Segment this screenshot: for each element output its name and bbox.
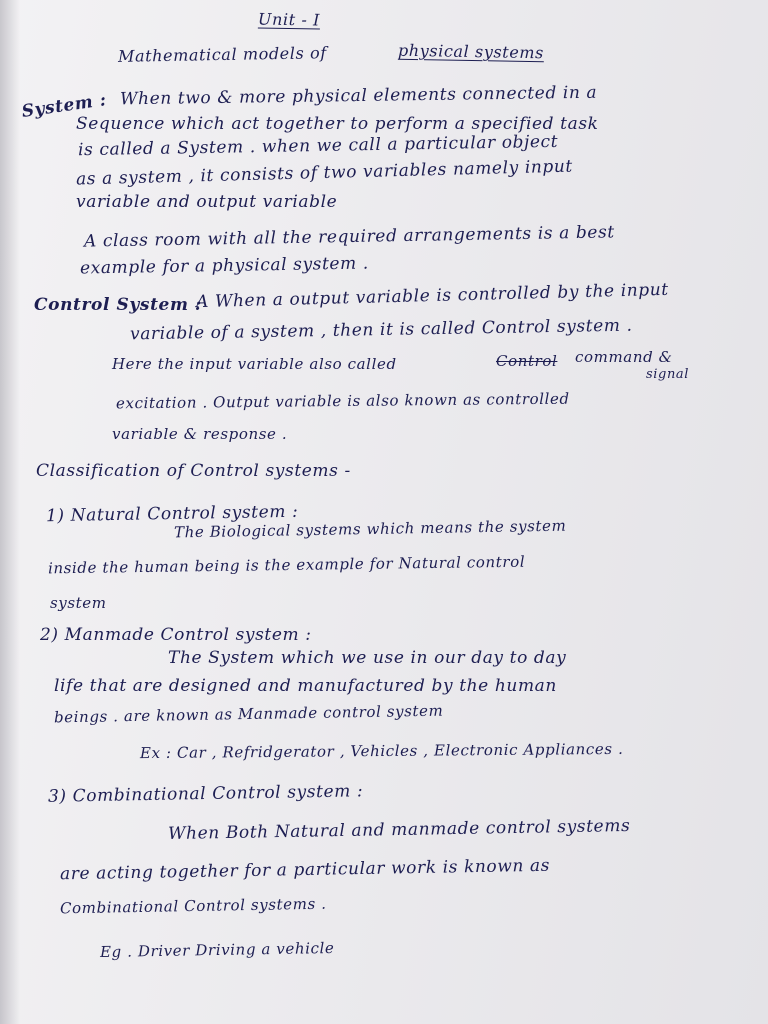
manmade-line-2: life that are designed and manufactured by the human — [54, 676, 557, 696]
manmade-example: Ex : Car , Refridgerator , Vehicles , Electronic Appliances . — [139, 739, 624, 763]
manmade-line-3: beings . are known as Manmade control system — [53, 701, 444, 727]
system-line-1: When two & more physical elements connected in a — [119, 82, 598, 110]
classification-title: Classification of Control systems - — [36, 461, 351, 481]
system-example-1: A class room with all the required arrangements is a best — [83, 222, 615, 252]
title-part-b: physical systems — [397, 40, 545, 63]
system-line-3: is called a System . when we call a particular object — [77, 131, 559, 161]
combinational-line-2: are acting together for a particular work is known as — [59, 855, 551, 885]
system-line-5: variable and output variable — [76, 192, 338, 212]
combinational-line-1: When Both Natural and manmade control systems — [167, 815, 631, 845]
page-edge-shadow — [0, 0, 20, 1024]
control-line-4: excitation . Output variable is also known as controlled — [115, 389, 570, 413]
natural-label: 1) Natural Control system : — [45, 501, 299, 527]
control-line-3c: command & — [575, 348, 673, 366]
title-part-a: Mathematical models of — [117, 43, 327, 66]
manmade-line-1: The System which we use in our day to day — [168, 648, 567, 668]
combinational-label: 3) Combinational Control system : — [47, 781, 364, 807]
control-line-1: A When a output variable is controlled by the input — [195, 279, 669, 313]
system-example-2: example for a physical system . — [79, 253, 370, 279]
combinational-line-3: Combinational Control systems . — [59, 894, 327, 918]
control-line-3a: Here the input variable also called — [112, 355, 397, 373]
system-line-2: Sequence which act together to perform a specified task — [76, 114, 599, 134]
control-system-label: Control System : — [34, 295, 202, 315]
control-line-5: variable & response . — [112, 425, 288, 443]
natural-line-3: system — [50, 594, 107, 612]
system-line-4: as a system , it consists of two variables namely input — [75, 156, 574, 190]
combinational-example: Eg . Driver Driving a vehicle — [99, 938, 335, 962]
control-line-2: variable of a system , then it is called Control system . — [129, 315, 633, 345]
control-line-3d: signal — [646, 367, 690, 382]
control-line-3b: Control — [496, 352, 558, 370]
system-label: System : — [20, 90, 108, 122]
natural-line-2: inside the human being is the example for Natural control — [47, 552, 526, 578]
natural-line-1: The Biological systems which means the system — [173, 516, 567, 542]
manmade-label: 2) Manmade Control system : — [40, 625, 312, 645]
unit-heading: Unit - I — [257, 9, 321, 30]
